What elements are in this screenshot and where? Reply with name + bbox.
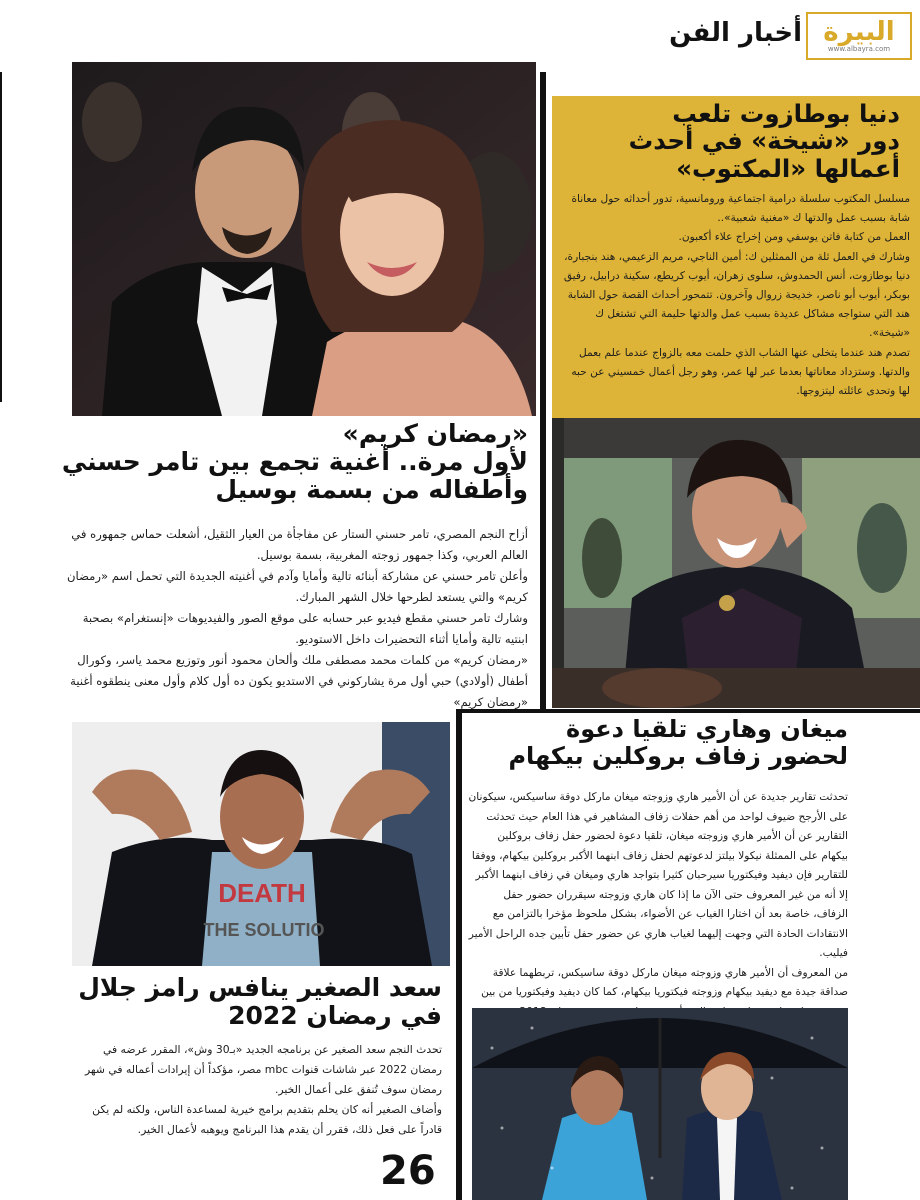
- photo-saad: [72, 722, 450, 966]
- section-title: أخبار الفن: [669, 18, 802, 48]
- photo-tamer-bassma-image: [72, 62, 536, 416]
- article-donia-title: [560, 100, 900, 182]
- tshirt-text-1: DEATH: [218, 878, 306, 908]
- article-tamer-body: [64, 524, 528, 713]
- article-meghan-title: [468, 716, 848, 770]
- article-tamer-paragraph: أزاح النجم المصري، تامر حسني الستار عن مفاجأة من العيار الثقيل، أشعلت حماس جمهوره في العالم العربي، وكذا جمهور زوجته المغربية، بسمة بوسيل.: [71, 527, 528, 562]
- article-donia-body: [560, 190, 910, 401]
- article-saad-title: [62, 974, 442, 1030]
- article-donia-paragraph: مسلسل المكتوب سلسلة درامية اجتماعية ورومانسية، تدور أحداثه حول معاناة شابة بسبب عمل والدتها ك «مغنية شعبية»..: [571, 193, 910, 225]
- column-divider-bottom: [456, 712, 462, 1200]
- article-saad-title-line: سعد الصغير ينافس رامز جلال: [78, 973, 442, 1002]
- magazine-logo-name: البيرة: [823, 17, 895, 47]
- article-meghan-title-line: لحضور زفاف بروكلين بيكهام: [508, 741, 848, 770]
- article-saad-body: [70, 1040, 442, 1140]
- article-tamer-title-line: «رمضان كريم»: [342, 419, 528, 448]
- photo-meghan-harry-image: [472, 1008, 848, 1200]
- article-meghan-body: [468, 788, 848, 1022]
- article-tamer-title-line: وأطفاله من بسمة بوسيل: [215, 475, 528, 504]
- article-donia-paragraph: العمل من كتابة فاتن يوسفي ومن إخراج علاء أكعبون.: [678, 231, 910, 244]
- photo-donia-car-image: [552, 418, 920, 708]
- margin-rule-left: [0, 72, 2, 402]
- article-tamer-paragraph: وأعلن تامر حسني عن مشاركة أبنائه تالية وأمايا وآدم في أغنيته الجديدة التي تحمل اسم «رمضان كريم» والتي يستعد لطرحها خلال الشهر المبارك.: [67, 569, 528, 604]
- article-saad-paragraph: تحدث النجم سعد الصغير عن برنامجه الجديد «بـ30 وش»، المقرر عرضه في رمضان 2022 عبر شاشات قنوات mbc مصر، مؤكداً أن إيرادات أعماله في شهر رمضان سوف تُنفق على أعمال الخير.: [84, 1043, 442, 1096]
- article-tamer-title-line: لأول مرة.. أغنية تجمع بين تامر حسني: [61, 447, 528, 476]
- column-divider-top: [540, 72, 546, 712]
- article-meghan-paragraph: تحدثت تقارير جديدة عن أن الأمير هاري وزوجته ميغان ماركل دوقة ساسيكس، سيكونان على الأرجح ضيوف لواحد من أهم حفلات زفاف المشاهير في هذا العام حيث تحدثت التقارير عن أن الأمير هاري وزوجته ميغان، تلقيا دعوة لحضور حفل زفاف بروكلين بيكهام على الممثلة نيكولا بيلتز لدعوتهم لحفل زفاف ابنهما الأكبر بروكلين بيكهام، ووفقا للتقارير فإن ديفيد وفيكتوريا سيرحبان كثيرا بتواجد هاري وميغان في زفاف ابنهما الأكبر إلا أنه من غير المعروف حتى الآن ما إذا كان هاري وزوجته سيقرران حضور حفل الزفاف، خاصة بعد أن اختارا الغياب عن الأضواء، بشكل ملحوظ مؤخرا بالتزامن مع الانتقادات الحادة التي وجهت إليهما لغياب هاري عن حضور حفل تأبين جده الراحل الأمير فيليب.: [468, 791, 848, 959]
- article-donia-paragraph: تصدم هند عندما يتخلى عنها الشاب الذي حلمت معه بالزواج عندما علم بعمل والدتها. وستزداد معاناتها بعدما عبر لها عمر، وهو رجل أعمال خمسيني عن حبه لها وتحدى عائلته ليتزوجها.: [571, 346, 910, 398]
- article-meghan-title-line: ميغان وهاري تلقيا دعوة: [566, 715, 848, 743]
- photo-tamer-bassma: [72, 62, 536, 416]
- article-donia-box: [552, 96, 920, 418]
- article-tamer-paragraph: «رمضان كريم» من كلمات محمد مصطفى ملك وألحان محمود أنور وتوزيع محمد ياسر، وكورال أطفال (أولادي) حبي أول مرة يشاركوني في الاستديو يكون ده أول كلام وأول معنى ينطقوه أغنية «رمضان كريم»: [70, 653, 528, 709]
- article-saad-title-line: في رمضان 2022: [228, 1001, 442, 1030]
- article-donia-title-line: دنيا بوطازوت تلعب: [672, 99, 900, 128]
- page-number: 26: [380, 1148, 436, 1194]
- photo-meghan-harry: [472, 1008, 848, 1200]
- article-tamer-title: [48, 420, 528, 504]
- article-donia-paragraph: وشارك في العمل ثلة من الممثلين ك: أمين الناجي، مريم الزعيمي، هند بنجبارة، دنيا بوطازوت، أنس الحمدوش، سلوى زهران، أيوب كريطع، سكينة درابيل، رفيق بوبكر، أيوب أبو ناصر، خديجة زروال وآخرون. تتمحور أحداث القصة حول الشابة هند التي ستواجه مشاكل عديدة بسبب عمل والدتها حليمة التي تشتغل ك «شيخة».: [563, 250, 910, 340]
- photo-donia-car: [552, 418, 920, 708]
- article-meghan-paragraph: من المعروف أن الأمير هاري وزوجته ميغان ماركل دوقة ساسيكس، تربطهما علاقة صداقة جيدة مع ديفيد بيكهام وزوجته فيكتوريا بيكهام، كما كان ديفيد وفيكتوريا من بين: [481, 966, 848, 998]
- article-tamer-paragraph: وشارك تامر حسني مقطع فيديو عبر حسابه على موقع الصور والفيديوهات «إنستغرام» بصحبة ابنتيه تالية وأمايا أثناء التحضيرات داخل الاستوديو.: [82, 611, 528, 646]
- magazine-logo-website: www.albayra.com: [827, 45, 891, 53]
- article-saad-paragraph: وأضاف الصغير أنه كان يحلم بتقديم برامج خيرية لمساعدة الناس، ولكنه لم يكن قادراً على فعل ذلك، فقرر أن يقدم هذا البرنامج ويوهبه لأعمال الخير.: [92, 1103, 442, 1136]
- photo-saad-image: [72, 722, 450, 966]
- tshirt-text-2: THE SOLUTIO: [203, 920, 325, 940]
- magazine-logo: [806, 12, 912, 60]
- article-donia-title-line: دور «شيخة» في أحدث: [628, 126, 900, 156]
- article-donia-title-line: أعمالها «المكتوب»: [676, 153, 900, 183]
